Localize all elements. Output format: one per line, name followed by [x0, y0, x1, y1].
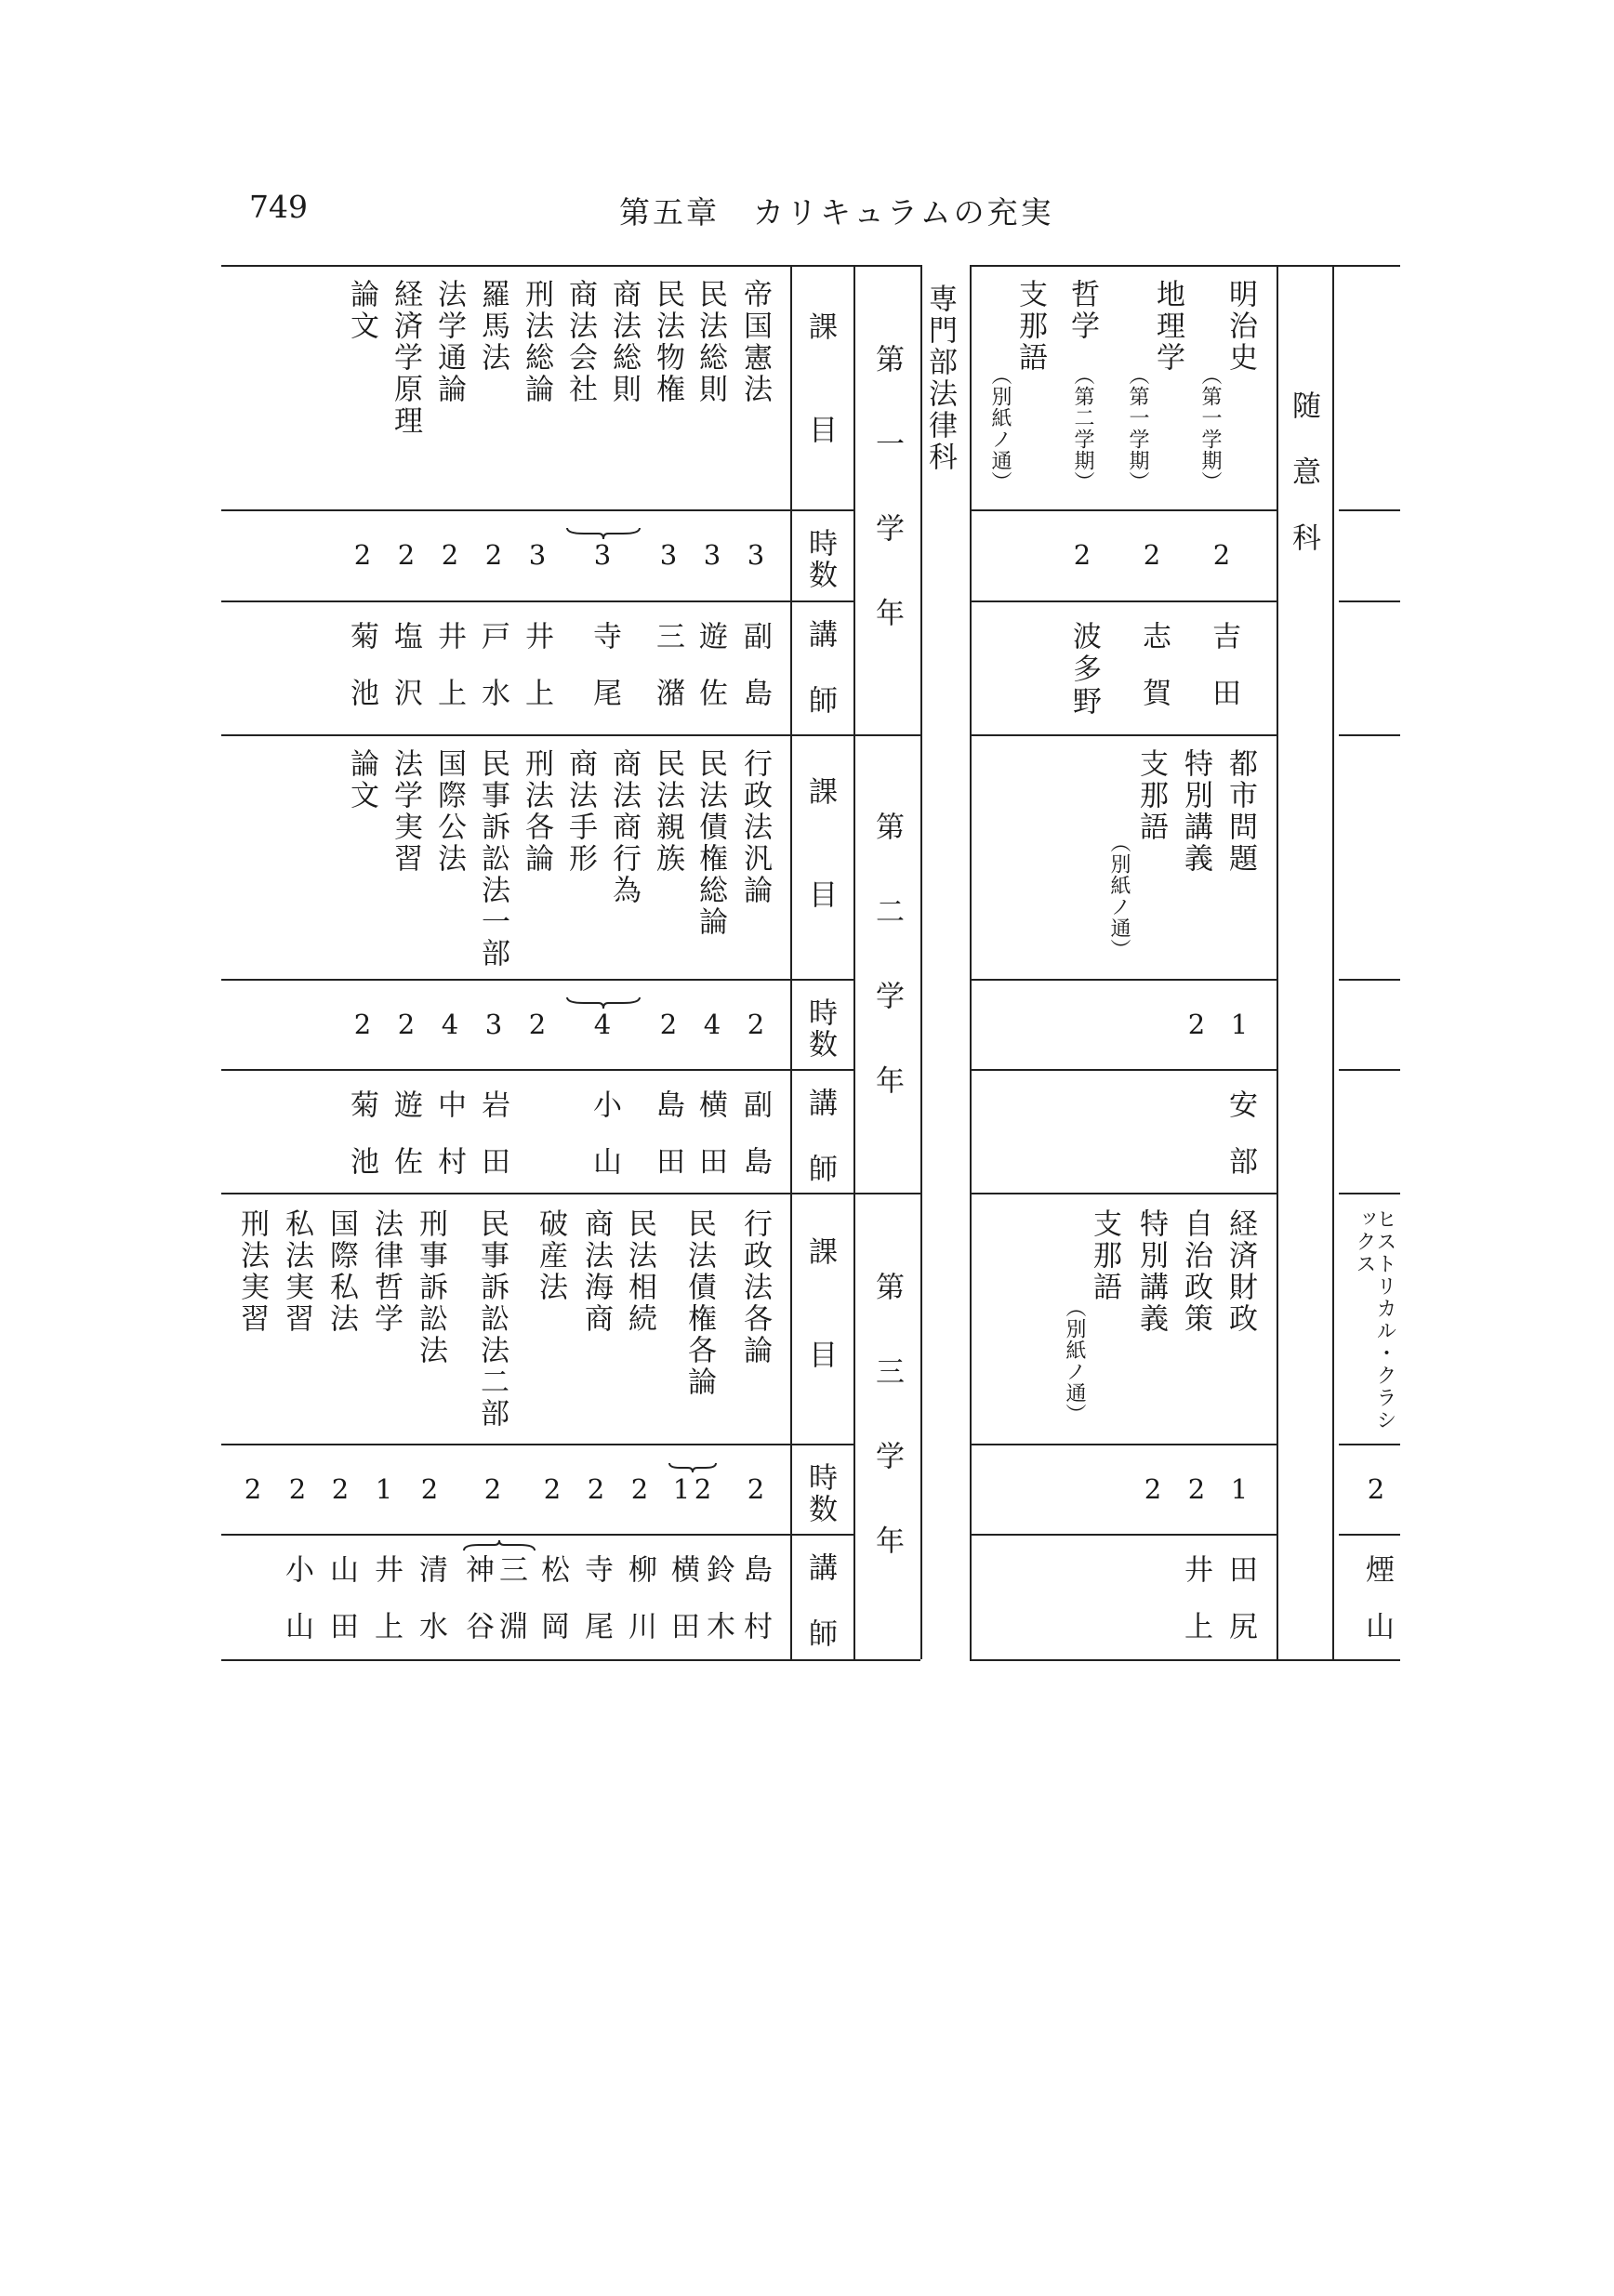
subject-name: 行政法各論: [738, 1208, 772, 1366]
subject-name: 刑法各論: [520, 748, 553, 875]
subject-name: 民法債権各論: [682, 1208, 716, 1398]
department-label: 専門部法律科: [923, 284, 957, 473]
teacher-name: 安部: [1224, 1089, 1257, 1203]
subject-name: 商法総則: [607, 279, 641, 405]
elective-name: 地理学: [1151, 279, 1184, 374]
subject-name: 論文: [345, 748, 378, 812]
teacher-name: 山田: [324, 1554, 358, 1668]
teacher-name: 塩沢: [389, 621, 422, 734]
subject-name: 法律哲学: [369, 1208, 403, 1335]
hours-value: 2: [441, 539, 459, 571]
teacher-name: 井上: [520, 621, 553, 734]
column-hours-header: 時数: [803, 997, 837, 1061]
extra-course-name: ヒストリカル・クラシックス: [1353, 1208, 1396, 1432]
hours-value: 2: [397, 1009, 416, 1040]
hours-value: 2: [483, 1473, 502, 1505]
column-teachers-header: 講師: [803, 619, 837, 751]
teacher-name: 志賀: [1137, 621, 1171, 734]
hours-value: 2: [1187, 1009, 1206, 1040]
column-subjects-header: 課目: [803, 776, 837, 983]
hours-value: 1: [1230, 1473, 1249, 1505]
hours-value: 2: [1367, 1473, 1385, 1505]
subject-name: 国際公法: [432, 748, 466, 875]
year1-label: 第一学年: [870, 344, 904, 682]
teacher-name: 副島: [738, 1089, 772, 1203]
subject-name: 羅馬法: [476, 279, 509, 374]
brace-mark: [462, 1539, 536, 1552]
hours-value: 3: [747, 539, 765, 571]
column-hours-header: 時数: [803, 1462, 837, 1525]
teacher-name: 小山: [588, 1089, 621, 1203]
subject-name: 民法親族: [651, 748, 684, 875]
teacher-name: 岩田: [476, 1089, 509, 1203]
hours-value: 2: [288, 1473, 307, 1505]
subject-name: 刑法総論: [520, 279, 553, 405]
teacher-name: 柳川: [623, 1554, 656, 1668]
hours-value: 1: [672, 1473, 691, 1505]
subject-name: 法学実習: [389, 748, 422, 875]
hours-value: 3: [659, 539, 678, 571]
column-teachers-header: 講師: [803, 1088, 837, 1220]
brace-mark: [565, 996, 642, 1010]
column-teachers-header: 講師: [803, 1552, 837, 1684]
teacher-name: 松岡: [536, 1554, 569, 1668]
chapter-title: 第五章 カリキュラムの充実: [619, 194, 1054, 231]
elective-note: （第一学期）: [1126, 364, 1149, 493]
hours-value: 2: [587, 1473, 605, 1505]
subject-name: 行政法汎論: [738, 748, 772, 906]
teacher-name: 神谷: [460, 1554, 494, 1668]
hours-value: 3: [593, 539, 612, 571]
elective-note: （第一学期）: [1198, 364, 1222, 493]
hours-value: 2: [747, 1473, 765, 1505]
subject-name: 帝国憲法: [738, 279, 772, 405]
column-subjects-header: 課目: [803, 1236, 837, 1443]
subject-name: 民事訴訟法一部: [476, 748, 509, 970]
subject-name: 商法手形: [563, 748, 597, 875]
teacher-name: 副島: [738, 621, 772, 734]
teacher-name: 小山: [280, 1554, 313, 1668]
subject-name: 経済学原理: [389, 279, 422, 437]
subject-name: 刑事訴訟法: [414, 1208, 447, 1366]
hours-value: 2: [484, 539, 503, 571]
elective-name: 都市問題: [1224, 748, 1257, 875]
subject-name: 破産法: [534, 1208, 567, 1303]
teacher-name: 吉田: [1207, 621, 1240, 734]
year2-label: 第二学年: [870, 812, 904, 1150]
hours-value: 2: [1144, 1473, 1162, 1505]
teacher-name: 井上: [369, 1554, 403, 1668]
hours-value: 2: [331, 1473, 350, 1505]
teacher-name: 島村: [738, 1554, 772, 1668]
subject-name: 国際私法: [324, 1208, 358, 1335]
elective-name: 経済財政: [1224, 1208, 1257, 1335]
teacher-name: 井上: [1179, 1554, 1212, 1668]
teacher-name: 寺尾: [579, 1554, 613, 1668]
teacher-name: 遊佐: [389, 1089, 422, 1203]
teacher-name: 波多野: [1067, 621, 1101, 719]
hours-value: 4: [703, 1009, 721, 1040]
teacher-name: 横田: [694, 1089, 727, 1203]
page-number: 749: [249, 189, 308, 225]
hours-value: 1: [1230, 1009, 1249, 1040]
elective-note: （別紙ノ通）: [1107, 832, 1131, 960]
subject-name: 民法債権総論: [694, 748, 727, 938]
elective-note: （別紙ノ通）: [988, 364, 1012, 493]
subject-name: 民法相続: [623, 1208, 656, 1335]
hours-value: 2: [659, 1009, 678, 1040]
hours-value: 2: [528, 1009, 547, 1040]
teacher-name: 戸水: [476, 621, 509, 734]
elective-name: 明治史: [1224, 279, 1257, 374]
elective-name: 哲学: [1065, 279, 1099, 342]
subject-name: 私法実習: [280, 1208, 313, 1335]
hours-value: 2: [1212, 539, 1231, 571]
hours-value: 2: [397, 539, 416, 571]
teacher-name: 田尻: [1224, 1554, 1257, 1668]
brace-mark: [668, 1461, 718, 1474]
elective-name: 特別講義: [1179, 748, 1212, 875]
hours-value: 2: [244, 1473, 262, 1505]
hours-value: 2: [420, 1473, 439, 1505]
hours-value: 3: [484, 1009, 503, 1040]
column-hours-header: 時数: [803, 528, 837, 591]
hours-value: 2: [353, 1009, 372, 1040]
subject-name: 商法商行為: [607, 748, 641, 906]
elective-name: 支那語: [1134, 748, 1168, 843]
column-subjects-header: 課目: [803, 311, 837, 518]
teacher-name: 菊池: [345, 621, 378, 734]
subject-name: 民事訴訟法二部: [475, 1208, 509, 1430]
elective-name: 支那語: [1088, 1208, 1121, 1303]
hours-value: 2: [747, 1009, 765, 1040]
hours-value: 2: [353, 539, 372, 571]
subject-name: 論文: [345, 279, 378, 342]
elective-name: 特別講義: [1134, 1208, 1168, 1335]
teacher-name: 鈴木: [701, 1554, 734, 1668]
hours-value: 2: [1073, 539, 1091, 571]
teacher-name: 寺尾: [588, 621, 621, 734]
teacher-name: 菊池: [345, 1089, 378, 1203]
hours-value: 1: [375, 1473, 393, 1505]
brace-mark: [565, 526, 642, 541]
electives-label: 随意科: [1287, 390, 1320, 588]
elective-note: （別紙ノ通）: [1063, 1297, 1086, 1425]
teacher-name: 中村: [432, 1089, 466, 1203]
subject-name: 商法海商: [579, 1208, 613, 1335]
hours-value: 2: [694, 1473, 712, 1505]
teacher-name: 井上: [432, 621, 466, 734]
teacher-name: 遊佐: [694, 621, 727, 734]
teacher-name: 島田: [651, 1089, 684, 1203]
elective-name: 自治政策: [1179, 1208, 1212, 1335]
year3-label: 第三学年: [870, 1272, 904, 1610]
hours-value: 2: [543, 1473, 562, 1505]
elective-note: （第二学期）: [1071, 364, 1094, 493]
teacher-name: 清水: [414, 1554, 447, 1668]
hours-value: 4: [441, 1009, 459, 1040]
hours-value: 2: [1187, 1473, 1206, 1505]
hours-value: 3: [703, 539, 721, 571]
hours-value: 4: [593, 1009, 612, 1040]
teacher-name: 三潴: [651, 621, 684, 734]
teacher-name: 煙山: [1360, 1554, 1394, 1668]
teacher-name: 三淵: [494, 1554, 527, 1668]
hours-value: 2: [1143, 539, 1161, 571]
subject-name: 刑法実習: [235, 1208, 269, 1335]
subject-name: 商法会社: [563, 279, 597, 405]
elective-name: 支那語: [1013, 279, 1047, 374]
teacher-name: 横田: [666, 1554, 699, 1668]
subject-name: 民法総則: [694, 279, 727, 405]
hours-value: 2: [630, 1473, 649, 1505]
hours-value: 3: [528, 539, 547, 571]
subject-name: 法学通論: [432, 279, 466, 405]
subject-name: 民法物権: [651, 279, 684, 405]
